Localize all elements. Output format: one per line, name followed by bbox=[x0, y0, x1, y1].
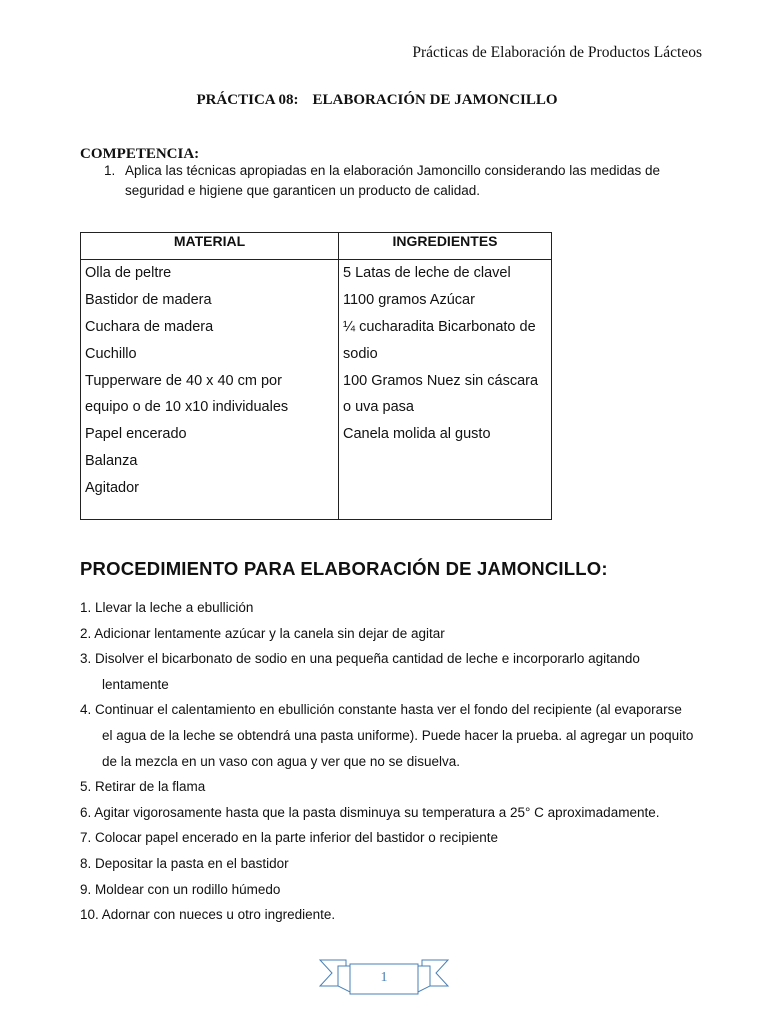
procedure-step-line: de la mezcla en un vaso con agua y ver que no se disuelva. bbox=[102, 753, 460, 769]
competencia-item bbox=[104, 161, 684, 201]
materials-table bbox=[80, 232, 552, 520]
procedure-step-line: 9. Moldear con un rodillo húmedo bbox=[80, 881, 281, 897]
procedure-step bbox=[80, 646, 700, 697]
ingredientes-list-cell bbox=[339, 260, 552, 520]
table-header-row bbox=[81, 233, 552, 260]
procedure-step-line: 3. Disolver el bicarbonato de sodio en una pequeña cantidad de leche e incorporarlo agitando bbox=[80, 651, 640, 667]
material-item: Tupperware de 40 x 40 cm por bbox=[85, 372, 282, 389]
material-item: Papel encerado bbox=[85, 426, 187, 443]
procedure-step-line: 8. Depositar la pasta en el bastidor bbox=[80, 855, 289, 871]
procedure-step-line: 4. Continuar el calentamiento en ebullición constante hasta ver el fondo del recipiente (al evaporarse bbox=[80, 702, 682, 718]
procedure-step-line: el agua de la leche se obtendrá una pasta uniforme). Puede hacer la prueba. al agregar un poquito bbox=[102, 727, 694, 743]
competencia-item-number: 1. bbox=[104, 163, 116, 178]
procedure-step bbox=[80, 621, 700, 647]
ingredient-item: ¼ cucharadita Bicarbonato de bbox=[343, 318, 536, 335]
page-number: 1 bbox=[380, 970, 388, 985]
ingredient-item: 5 Latas de leche de clavel bbox=[343, 265, 511, 281]
procedure-step-line: 7. Colocar papel encerado en la parte inferior del bastidor o recipiente bbox=[80, 830, 499, 846]
page-title bbox=[0, 92, 768, 109]
material-item: equipo o de 10 x10 individuales bbox=[85, 399, 289, 416]
material-item: Cuchillo bbox=[85, 345, 137, 362]
table-header-ingredientes: INGREDIENTES bbox=[339, 233, 552, 260]
material-item: Cuchara de madera bbox=[85, 318, 214, 335]
procedure-heading: PROCEDIMIENTO PARA ELABORACIÓN DE JAMONCILLO: bbox=[80, 558, 608, 579]
ingredient-item: 1100 gramos Azúcar bbox=[343, 291, 475, 308]
procedure-step-line: 6. Agitar vigorosamente hasta que la pasta disminuya su temperatura a 25° C aproximadamente. bbox=[80, 804, 660, 820]
competencia-item-line-1: Aplica las técnicas apropiadas en la elaboración Jamoncillo considerando las medidas de bbox=[125, 163, 661, 178]
procedure-step bbox=[80, 697, 700, 774]
material-list-cell bbox=[81, 260, 339, 520]
procedure-step bbox=[80, 825, 700, 851]
running-header: Prácticas de Elaboración de Productos Lácteos bbox=[412, 44, 702, 61]
practice-number: PRÁCTICA 08: bbox=[196, 92, 299, 108]
procedure-step-line: 5. Retirar de la flama bbox=[80, 779, 206, 795]
procedure-step-line: lentamente bbox=[102, 676, 169, 692]
table-header-material: MATERIAL bbox=[81, 233, 339, 260]
procedure-step-line: 2. Adicionar lentamente azúcar y la canela sin dejar de agitar bbox=[80, 625, 445, 641]
ingredient-item: Canela molida al gusto bbox=[343, 426, 491, 443]
table-body-row bbox=[81, 260, 552, 520]
material-item: Balanza bbox=[85, 453, 138, 470]
ingredient-item: 100 Gramos Nuez sin cáscara bbox=[343, 372, 539, 389]
competencia-heading: COMPETENCIA: bbox=[80, 146, 200, 162]
material-item: Olla de peltre bbox=[85, 265, 172, 281]
material-item: Agitador bbox=[85, 480, 140, 497]
procedure-step bbox=[80, 774, 700, 800]
procedure-step-line: 1. Llevar la leche a ebullición bbox=[80, 600, 254, 615]
practice-name: ELABORACIÓN DE JAMONCILLO bbox=[312, 92, 558, 108]
procedure-step bbox=[80, 800, 700, 826]
ingredient-item: sodio bbox=[343, 345, 378, 362]
ingredient-item: o uva pasa bbox=[343, 399, 414, 416]
material-item: Bastidor de madera bbox=[85, 291, 212, 308]
procedure-steps bbox=[80, 595, 700, 928]
procedure-step bbox=[80, 851, 700, 877]
procedure-step bbox=[80, 902, 700, 928]
procedure-step bbox=[80, 595, 700, 621]
procedure-step-line: 10. Adornar con nueces u otro ingrediente. bbox=[80, 907, 336, 923]
procedure-step bbox=[80, 877, 700, 903]
competencia-item-line-2: seguridad e higiene que garanticen un producto de calidad. bbox=[125, 183, 481, 198]
